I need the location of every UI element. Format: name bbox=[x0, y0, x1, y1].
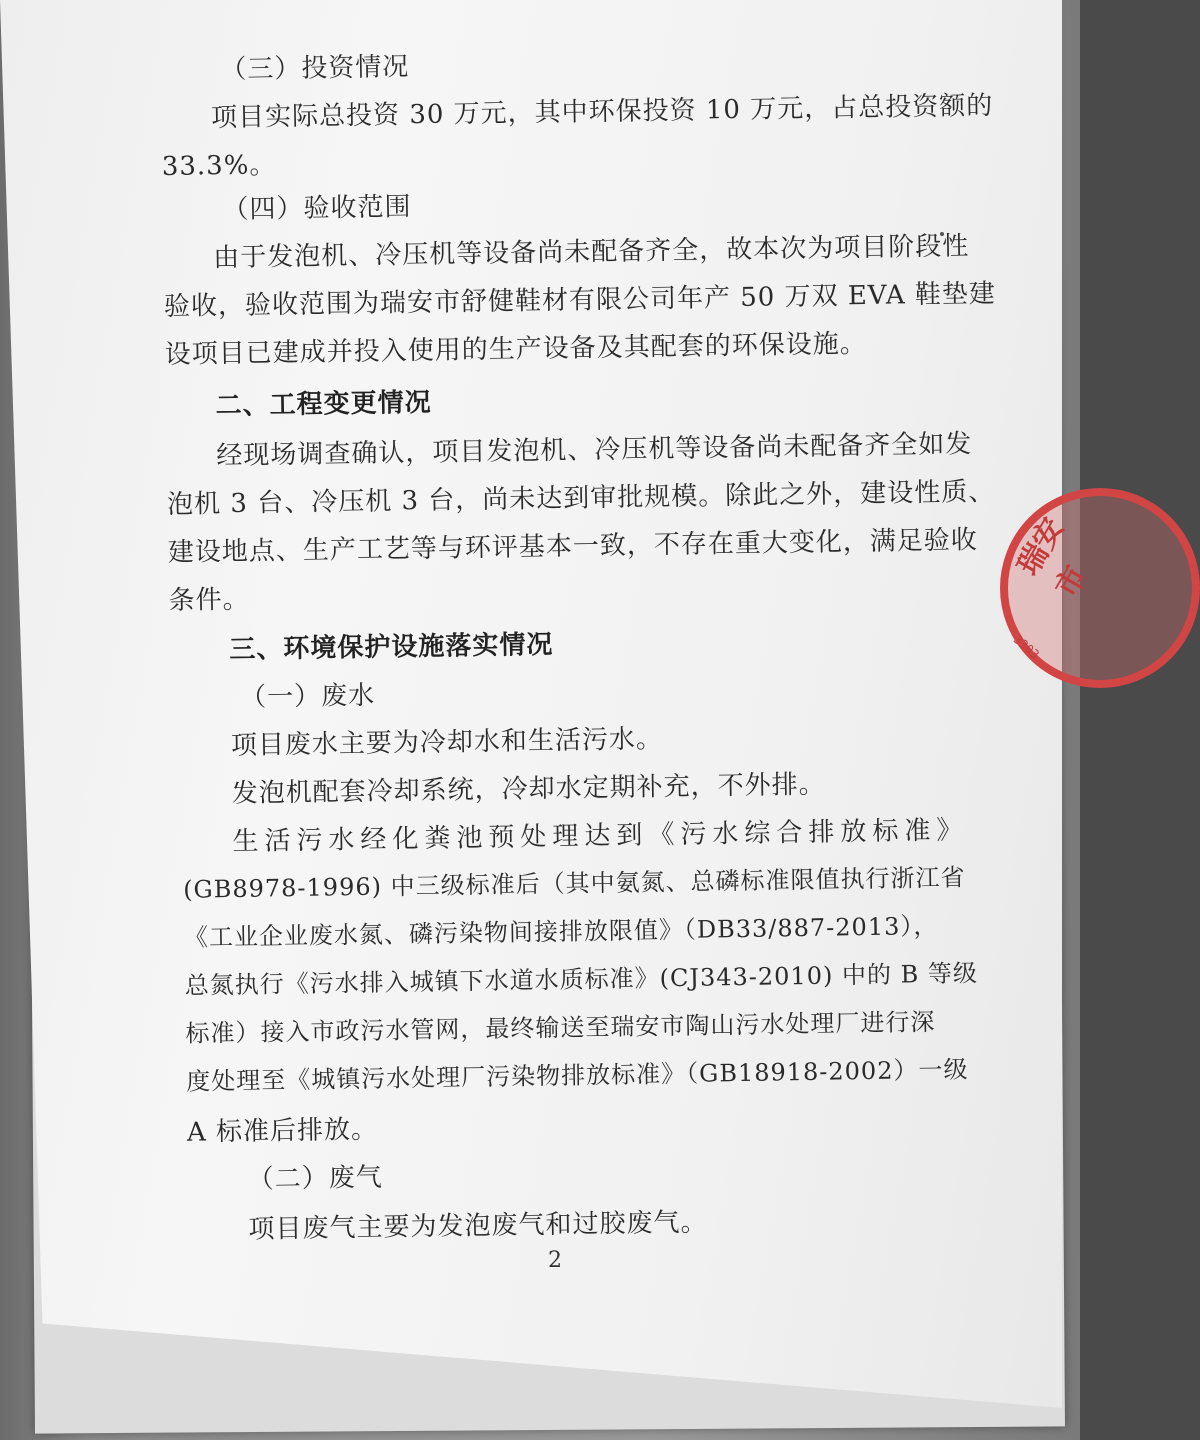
paragraph-line: 项目实际总投资 30 万元，其中环保投资 10 万元，占总投资额的 bbox=[210, 90, 994, 134]
paragraph-line: (GB8978-1996) 中三级标准后（其中氨氮、总磷标准限值执行浙江省 bbox=[182, 863, 966, 904]
section-heading-wastewater: （一）废水 bbox=[239, 680, 376, 713]
heading-engineering-changes: 二、工程变更情况 bbox=[215, 387, 432, 422]
section-heading-scope: （四）验收范围 bbox=[222, 192, 412, 226]
paragraph-line: 《工业企业废水氮、磷污染物间接排放限值》（DB33/887-2013）， bbox=[183, 911, 939, 952]
section-heading-investment: （三）投资情况 bbox=[220, 52, 410, 86]
paragraph-line: 标准）接入市政污水管网，最终输送至瑞安市陶山污水处理厂进行深 bbox=[185, 1007, 936, 1048]
paragraph-line: 33.3%。 bbox=[161, 150, 277, 182]
page-number: 2 bbox=[548, 1248, 562, 1273]
paragraph-line: 泡机 3 台、冷压机 3 台，尚未达到审批规模。除此之外，建设性质、 bbox=[166, 476, 996, 520]
paragraph-line: 项目废气主要为发泡废气和过胶废气。 bbox=[248, 1207, 708, 1245]
paragraph-line: 度处理至《城镇污水处理厂污染物排放标准》（GB18918-2002）一级 bbox=[185, 1055, 969, 1096]
paragraph-line: 经现场调查确认，项目发泡机、冷压机等设备尚未配备齐全如发 bbox=[216, 429, 973, 472]
paragraph-line: 发泡机配套冷却系统，冷却水定期补充，不外排。 bbox=[231, 769, 826, 809]
document-body bbox=[160, 38, 997, 1300]
seal-code: 3303 bbox=[1010, 632, 1043, 662]
paragraph-line: 由于发泡机、冷压机等设备尚未配备齐全，故本次为项目阶段性 bbox=[213, 231, 970, 274]
paragraph-line: 条件。 bbox=[168, 584, 250, 616]
paragraph-line: 总氮执行《污水排入城镇下水道水质标准》(CJ343-2010) 中的 B 等级 bbox=[184, 959, 979, 1000]
paragraph-line: 生活污水经化粪池预处理达到《污水综合排放标准》 bbox=[232, 815, 969, 857]
paragraph-line: 验收，验收范围为瑞安市舒健鞋材有限公司年产 50 万双 EVA 鞋垫建 bbox=[163, 278, 997, 322]
paragraph-line: 设项目已建成并投入使用的生产设备及其配套的环保设施。 bbox=[164, 328, 867, 370]
seal-text: 瑞安市 bbox=[1010, 512, 1095, 604]
paragraph-line: 项目废水主要为冷却水和生活污水。 bbox=[230, 724, 664, 761]
section-heading-exhaust: （二）废气 bbox=[247, 1162, 383, 1195]
paragraph-line: A 标准后排放。 bbox=[186, 1114, 379, 1148]
heading-environmental-facilities: 三、环境保护设施落实情况 bbox=[229, 629, 554, 665]
paragraph-line: 建设地点、生产工艺等与环评基本一致，不存在重大变化，满足验收 bbox=[167, 525, 979, 568]
